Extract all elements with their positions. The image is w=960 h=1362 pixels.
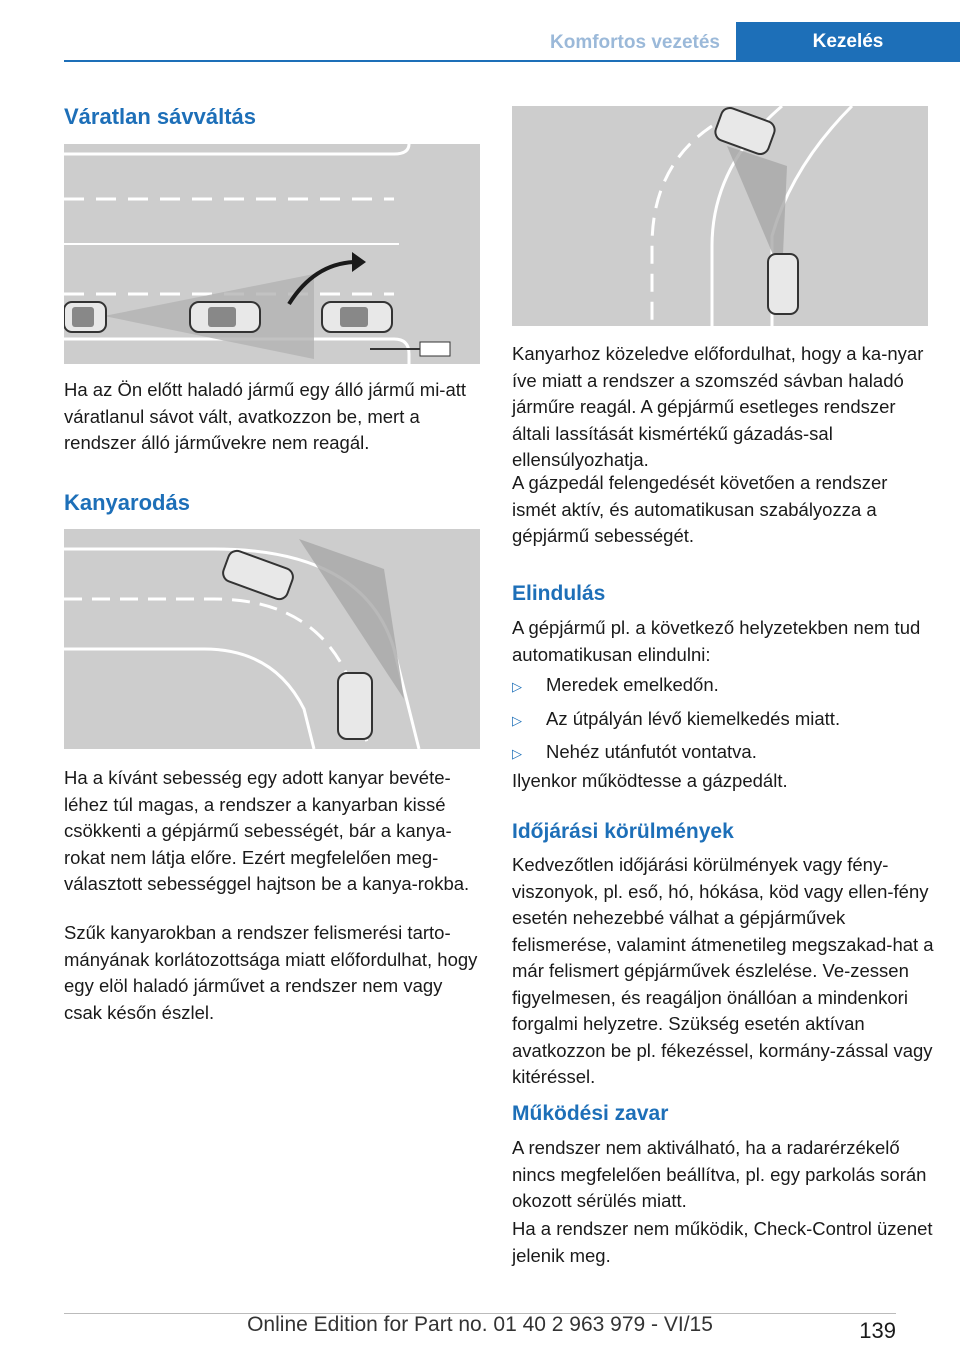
fault-text-2: Ha a rendszer nem működik, Check-Control üzenet jelenik meg.	[512, 1218, 933, 1266]
section-tab[interactable]: Komfortos vezetés	[550, 32, 720, 53]
start-text: A gépjármű pl. a következő helyzetekben nem tud automatikusan elindulni:	[512, 617, 921, 665]
page-number: 139	[859, 1318, 896, 1343]
list-item: ▷ Meredek emelkedőn.	[512, 672, 932, 701]
heading-unexpected-lane-change: Váratlan sávváltás	[64, 104, 257, 129]
edition-footer: Online Edition for Part no. 01 40 2 963 979 - VI/15	[247, 1313, 713, 1336]
adjacent-lane-figure	[512, 106, 928, 326]
heading-fault: Működési zavar	[512, 1102, 669, 1125]
page-header	[64, 22, 960, 62]
reactivation-text: A gázpedál felengedését követően a rendszer ismét aktív, és automatikusan szabályozza a gépjármű sebességét.	[512, 472, 888, 546]
list-item: ▷ Nehéz utánfutót vontatva.	[512, 739, 932, 768]
lane-change-figure	[64, 144, 480, 364]
triangle-bullet-icon: ▷	[512, 712, 522, 728]
triangle-bullet-icon: ▷	[512, 679, 522, 694]
weather-text: Kedvezőtlen időjárási körülmények vagy fény-viszonyok, pl. eső, hó, hókása, köd vagy ellen-fény esetén nehezebbé válhat a gépjárművek felismerése, valamint átmenetileg megszakad-hat a már felismert gépjárművek észlelése. Ve-zessen figyelmesen, és reagáljon önállóan a mindenkori forgalmi helyzetre. Szükség esetén aktívan avatkozzon be pl. fékezéssel, kormány-zással vagy kitéréssel.	[512, 854, 934, 1087]
lane-change-text: Ha az Ön előtt haladó jármű egy álló jármű mi-att váratlanul sávot vált, avatkozzon be, mert a rendszer álló járművekre nem reagál.	[64, 379, 467, 453]
heading-start: Elindulás	[512, 582, 606, 605]
triangle-bullet-icon: ▷	[512, 746, 522, 761]
cornering-text-1: Ha a kívánt sebesség egy adott kanyar bevéte-léhez túl magas, a rendszer a kanyarban kissé csökkenti a gépjármű sebességét, bár a kanya-rokat nem látja előre. Ezért megfelelően meg-választott sebességgel hajtson be a kanya-rokba.	[64, 767, 470, 894]
heading-cornering: Kanyarodás	[64, 490, 190, 515]
adjacent-lane-text: Kanyarhoz közeledve előfordulhat, hogy a ka-nyar íve miatt a rendszer a szomszéd sávban haladó járműre reagál. A gépjármű esetleges rendszer általi lassítását kismértékű gázadás-sal ellensúlyozhatja.	[512, 343, 924, 470]
heading-weather: Időjárási körülmények	[512, 820, 734, 843]
chapter-tab[interactable]: Kezelés	[736, 22, 960, 62]
list-item: ▷ Az útpályán lévő kiemelkedés miatt.	[512, 706, 932, 735]
cornering-text-2: Szűk kanyarokban a rendszer felismerési tarto-mányának korlátozottsága miatt előfordulhat, hogy egy elöl haladó járművet a rendszer nem vagy csak későn észlel.	[64, 922, 478, 1023]
start-bullet-list	[512, 672, 932, 768]
cornering-figure	[64, 529, 480, 749]
accelerator-text: Ilyenkor működtesse a gázpedált.	[512, 770, 788, 791]
fault-text-1: A rendszer nem aktiválható, ha a radarérzékelő nincs megfelelően beállítva, pl. egy parkolás során okozott sérülés miatt.	[512, 1137, 927, 1211]
header-rule	[64, 60, 960, 62]
